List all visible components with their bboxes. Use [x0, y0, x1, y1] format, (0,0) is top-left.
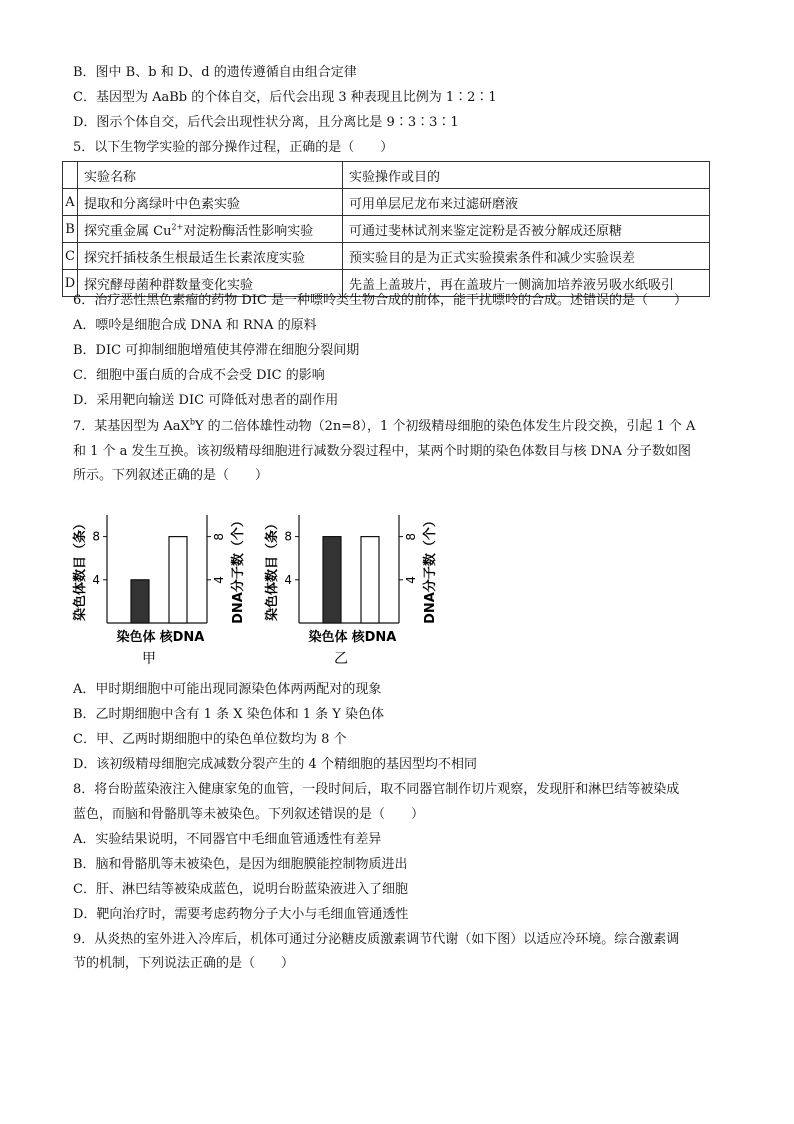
row-name-pre: 探究重金属 Cu [84, 223, 172, 239]
chart-yi [262, 505, 447, 673]
experiment-table [62, 161, 710, 297]
bar-chromosome [323, 537, 341, 623]
row-name: 探究酵母菌种群数量变化实验 [78, 270, 343, 297]
q6-option-c: C．细胞中蛋白质的合成不会受 DIC 的影响 [73, 368, 325, 383]
chart-caption: 甲 [142, 651, 156, 667]
q9-stem-line1: 9．从炎热的室外进入冷库后，机体可通过分泌糖皮质激素调节代谢（如下图）以适应冷环境。综合激素调 [73, 932, 680, 947]
row-op: 预实验目的是为正式实验摸索条件和减少实验误差 [343, 243, 710, 270]
q4-option-b: B．图中 B、b 和 D、d 的遗传遵循自由组合定律 [73, 65, 357, 80]
q7-stem-line2: 和 1 个 a 发生互换。该初级精母细胞进行减数分裂过程中，某两个时期的染色体数目与核 DNA 分子数如图 [73, 444, 692, 459]
row-name-post: 对淀粉酶活性影响实验 [183, 223, 314, 239]
bar-dna [169, 537, 187, 623]
q7-stem-pre: 7．某基因型为 AaX [73, 419, 190, 434]
q6-option-d: D．采用靶向输送 DIC 可降低对患者的副作用 [73, 393, 339, 408]
tick-label-left: 4 [92, 572, 100, 587]
table-header-row [63, 162, 710, 189]
q8-option-d: D．靶向治疗时，需要考虑药物分子大小与毛细血管通透性 [73, 907, 409, 922]
row-key: B [63, 216, 78, 243]
table-row [63, 216, 710, 243]
row-name-sup: 2+ [171, 222, 184, 232]
category-label: 核DNA [351, 630, 397, 645]
q7-option-d: D．该初级精母细胞完成减数分裂产生的 4 个精细胞的基因型均不相同 [73, 757, 477, 772]
table-header-op: 实验操作或目的 [343, 162, 710, 189]
q8-stem-line2: 蓝色，而脑和骨骼肌等未被染色。下列叙述错误的是（ ） [73, 807, 425, 822]
tick-label-right: 4 [404, 576, 418, 584]
tick-label-right: 8 [212, 532, 226, 541]
row-key: C [63, 243, 78, 270]
q4-option-c: C．基因型为 AaBb 的个体自交，后代会出现 3 种表现且比例为 1∶2∶1 [73, 90, 497, 105]
row-name: 提取和分离绿叶中色素实验 [78, 189, 343, 216]
q6-option-b: B．DIC 可抑制细胞增殖使其停滞在细胞分裂间期 [73, 343, 360, 358]
q4-option-d: D．图示个体自交，后代会出现性状分离，且分离比是 9∶3∶3∶1 [73, 115, 459, 130]
category-label: 核DNA [159, 630, 205, 645]
q8-option-a: A．实验结果说明，不同器官中毛细血管通透性有差异 [73, 832, 382, 847]
table-header-name: 实验名称 [78, 162, 343, 189]
row-key: A [63, 189, 78, 216]
chart-caption: 乙 [334, 651, 348, 667]
table-row [63, 189, 710, 216]
row-op: 先盖上盖玻片，再在盖玻片一侧滴加培养液另吸水纸吸引 [343, 270, 710, 297]
category-label: 染色体 [308, 630, 348, 645]
q8-stem-line1: 8．将台盼蓝染液注入健康家兔的血管，一段时间后，取不同器官制作切片观察，发现肝和淋巴结等被染成 [73, 782, 680, 797]
bar-dna [361, 537, 379, 623]
tick-label-left: 8 [92, 529, 100, 544]
q7-option-a: A．甲时期细胞中可能出现同源染色体两两配对的现象 [73, 682, 382, 697]
q7-stem-post: Y 的二倍体雄性动物（2n=8），1 个初级精母细胞的染色体发生片段交换，引起 1 个 A [194, 419, 696, 434]
q7-stem-line3: 所示。下列叙述正确的是（ ） [73, 468, 269, 483]
y-axis-label-left: 染色体数目（条） [265, 516, 280, 622]
tick-label-right: 4 [212, 576, 226, 584]
q7-stem-line1 [73, 418, 695, 436]
q7-stem-sup: b [189, 417, 195, 427]
q5-stem: 5．以下生物学实验的部分操作过程，正确的是（ ） [73, 140, 394, 155]
row-key: D [63, 270, 78, 297]
row-op: 可用单层尼龙布来过滤研磨液 [343, 189, 710, 216]
tick-label-left: 4 [284, 572, 292, 587]
row-name [78, 216, 343, 243]
q9-stem-line2: 节的机制，下列说法正确的是（ ） [73, 956, 295, 971]
q8-option-c: C．肝、淋巴结等被染成蓝色，说明台盼蓝染液进入了细胞 [73, 882, 408, 897]
row-name: 探究扦插枝条生根最适生长素浓度实验 [78, 243, 343, 270]
table-header-key [63, 162, 78, 189]
table-row [63, 243, 710, 270]
q6-stem: 6．治疗恶性黑色素瘤的药物 DIC 是一种嘌呤类生物合成的前体，能干扰嘌呤的合成。述错误的是（ ） [73, 293, 688, 308]
category-label: 染色体 [116, 630, 156, 645]
y-axis-label-right: DNA分子数（个） [231, 514, 246, 624]
q7-option-c: C．甲、乙两时期细胞中的染色单位数均为 8 个 [73, 732, 347, 747]
bar-chromosome [131, 580, 149, 623]
q8-option-b: B．脑和骨骼肌等未被染色，是因为细胞膜能控制物质进出 [73, 857, 408, 872]
chart-jia [70, 505, 255, 673]
row-op: 可通过斐林试剂来鉴定淀粉是否被分解成还原糖 [343, 216, 710, 243]
q7-option-b: B．乙时期细胞中含有 1 条 X 染色体和 1 条 Y 染色体 [73, 707, 384, 722]
tick-label-right: 8 [404, 532, 418, 541]
y-axis-label-right: DNA分子数（个） [423, 514, 438, 624]
q6-option-a: A．嘌呤是细胞合成 DNA 和 RNA 的原料 [73, 318, 317, 333]
y-axis-label-left: 染色体数目（条） [73, 516, 88, 622]
tick-label-left: 8 [284, 529, 292, 544]
